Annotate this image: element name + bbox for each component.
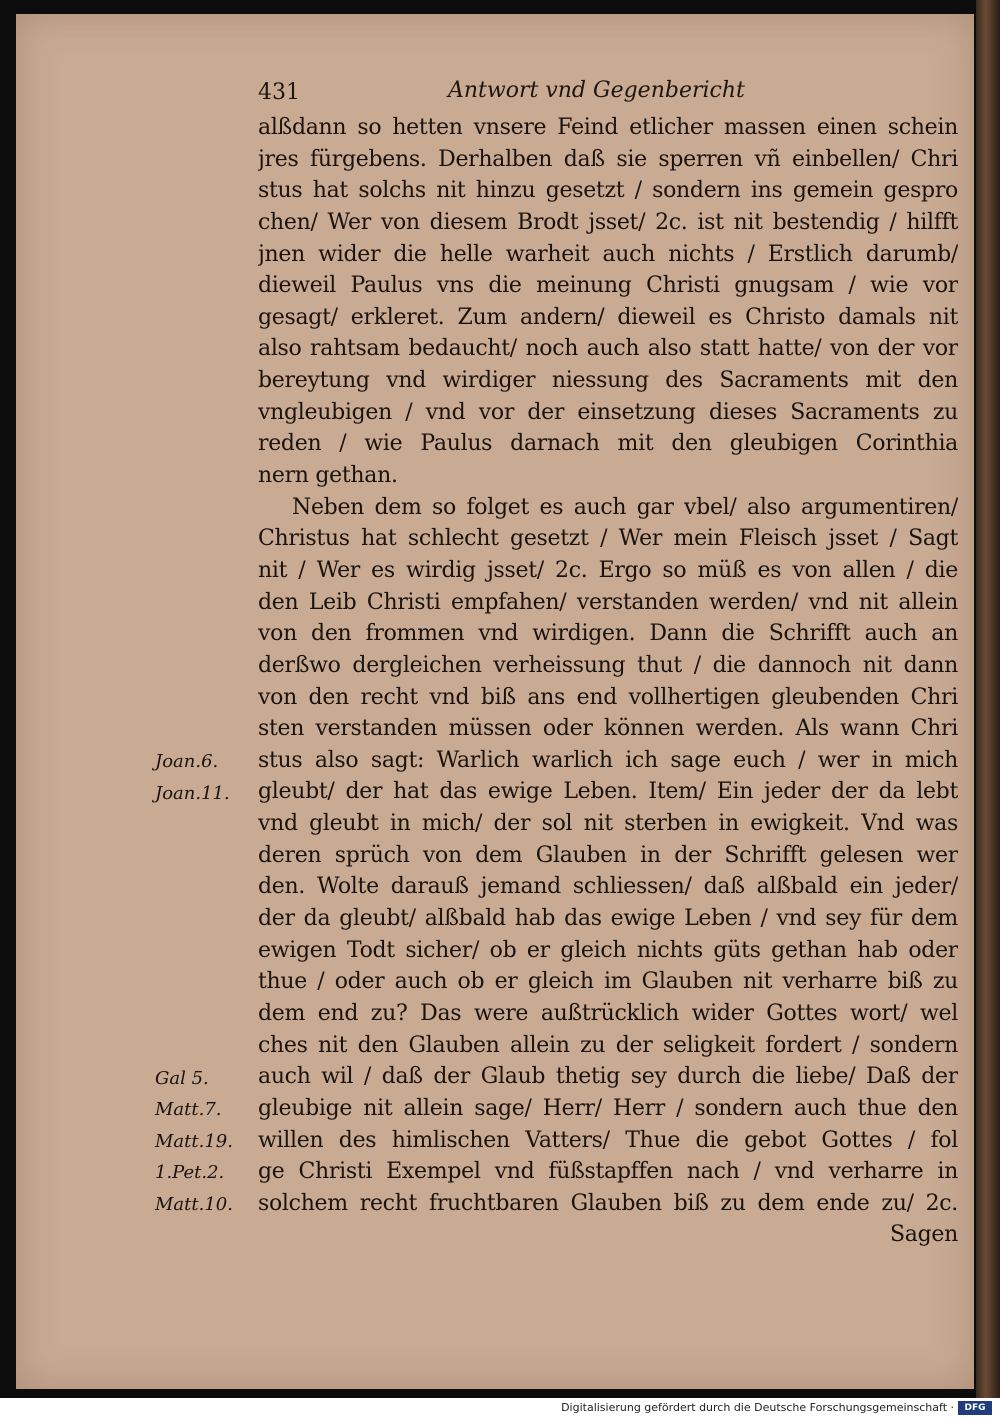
text-line: bereytung vnd wirdiger niessung des Sacraments mit den (258, 368, 958, 394)
text-line: alßdann so hetten vnsere Feind etlicher massen einen schein (258, 115, 958, 140)
text-line: von den recht vnd biß ans end vollhertigen gleubenden Chri (258, 684, 958, 710)
dfg-logo: DFG (958, 1401, 992, 1415)
text-line: vngleubigen / vnd vor der einsetzung dieses Sacraments zu (258, 399, 958, 425)
text-line: ge Christi Exempel vnd füßstapffen nach / vnd verharre in (258, 1159, 958, 1185)
text-line: den. Wolte darauß jemand schliessen/ daß alßbald ein jeder/ (258, 874, 958, 900)
book-edge (976, 0, 1000, 1398)
text-line: gleubt/ der hat das ewige Leben. Item/ Ein jeder der da lebt (258, 779, 958, 805)
text-line: chen/ Wer von diesem Brodt jsset/ 2c. ist nit bestendig / hilfft (258, 209, 958, 235)
footer (0, 1398, 1000, 1419)
text-line: willen des himlischen Vatters/ Thue die gebot Gottes / fol (258, 1127, 958, 1153)
text-line: also rahtsam bedaucht/ noch auch also statt hatte/ von der vor (258, 336, 958, 362)
text-line: stus also sagt: Warlich warlich ich sage euch / wer in mich (258, 747, 958, 773)
text-line: Neben dem so folget es auch gar vbel/ also argumentiren/ (292, 494, 958, 520)
text-line: dem end zu? Das were außtrücklich wider Gottes wort/ wel (258, 1000, 958, 1026)
text-line: thue / oder auch ob er gleich im Glauben nit verharre biß zu (258, 969, 958, 995)
text-line: jnen wider die helle warheit auch nichts / Erstlich darumb/ (258, 241, 958, 267)
text-line: ches nit den Glauben allein zu der seligkeit fordert / sondern (258, 1032, 958, 1058)
running-title: Antwort vnd Gegenbericht (448, 78, 745, 103)
text-line: reden / wie Paulus darnach mit den gleubigen Corinthia (258, 431, 958, 457)
text-line: auch wil / daß der Glaub thetig sey durch die liebe/ Daß der (258, 1064, 958, 1090)
marginal-note: Matt.7. (155, 1099, 222, 1121)
marginal-note: Matt.10. (155, 1194, 233, 1216)
marginal-note: Gal 5. (155, 1067, 209, 1089)
text-line: solchem recht fruchtbaren Glauben biß zu dem ende zu/ 2c. (258, 1190, 958, 1216)
marginal-note: Matt.19. (155, 1130, 233, 1152)
page-number: 431 (258, 80, 300, 105)
text-line: Christus hat schlecht gesetzt / Wer mein Fleisch jsset / Sagt (258, 526, 958, 552)
text-line: vnd gleubt in mich/ der sol nit sterben in ewigkeit. Vnd was (258, 811, 958, 837)
text-line: der da gleubt/ alßbald hab das ewige Leben / vnd sey für dem (258, 906, 958, 932)
text-line: Sagen (890, 1222, 958, 1248)
marginal-note: Joan.6. (155, 751, 219, 772)
text-line: sten verstanden müssen oder können werden. Als wann Chri (258, 716, 958, 742)
text-line: derßwo dergleichen verheissung thut / die dannoch nit dann (258, 652, 958, 678)
marginal-note: Joan.11. (155, 782, 230, 804)
text-line: ewigen Todt sicher/ ob er gleich nichts güts gethan hab oder (258, 937, 958, 963)
text-line: gleubige nit allein sage/ Herr/ Herr / sondern auch thue den (258, 1095, 958, 1121)
text-line: deren sprüch von dem Glauben in der Schrifft gelesen wer (258, 842, 958, 868)
body-text (258, 112, 958, 1251)
text-line: nern gethan. (258, 463, 398, 489)
text-line: von den frommen vnd wirdigen. Dann die Schrifft auch an (258, 621, 958, 647)
text-line: stus hat solchs nit hinzu gesetzt / sondern ins gemein gespro (258, 178, 958, 204)
text-line: den Leib Christi empfahen/ verstanden werden/ vnd nit allein (258, 589, 958, 615)
marginal-note: 1.Pet.2. (155, 1162, 225, 1184)
text-line: nit / Wer es wirdig jsset/ 2c. Ergo so müß es von allen / die (258, 557, 958, 583)
text-line: dieweil Paulus vns die meinung Christi gnugsam / wie vor (258, 273, 958, 299)
text-line: jres fürgebens. Derhalben daß sie sperren vñ einbellen/ Chri (258, 146, 958, 172)
page-header (258, 78, 958, 114)
digitization-credit: Digitalisierung gefördert durch die Deutsche Forschungsgemeinschaft · (561, 1401, 954, 1414)
text-line: gesagt/ erkleret. Zum andern/ dieweil es Christo damals nit (258, 304, 958, 330)
